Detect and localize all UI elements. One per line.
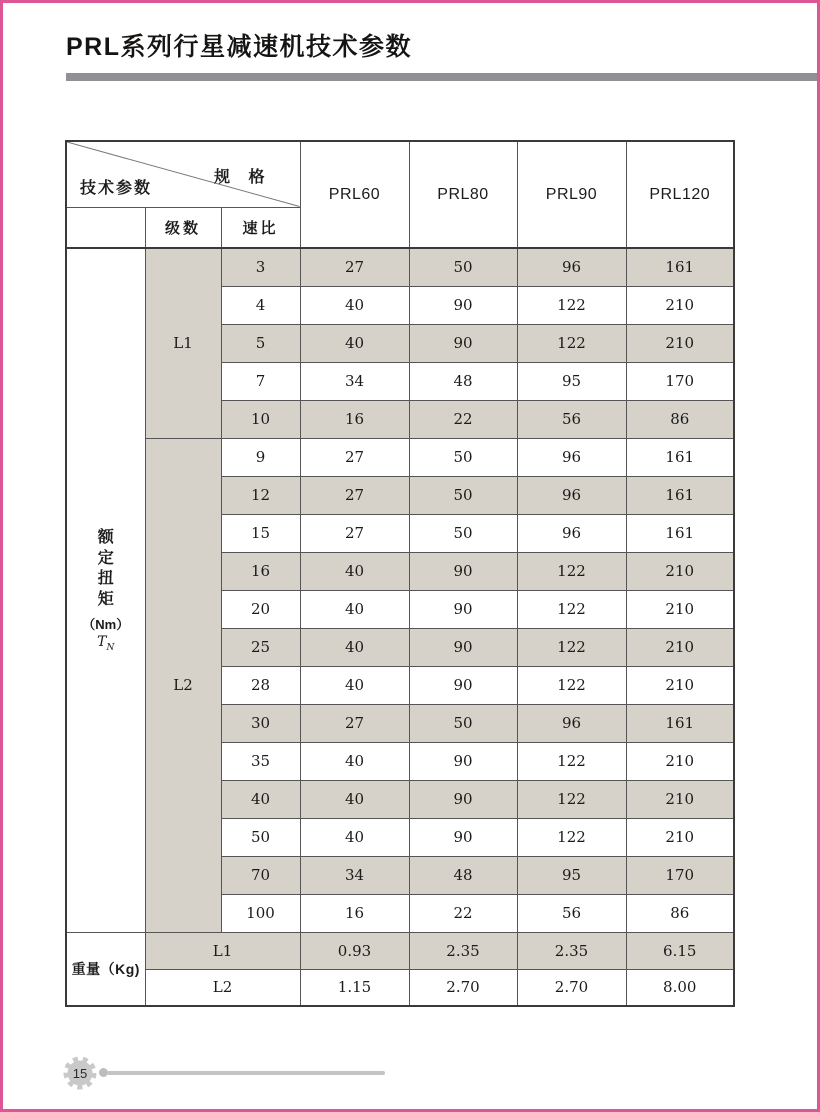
- ratio-cell: 20: [221, 590, 300, 628]
- corner-spec-label: 规 格: [214, 169, 272, 186]
- value-cell: 48: [409, 362, 517, 400]
- ratio-cell: 5: [221, 324, 300, 362]
- value-cell: 27: [300, 704, 409, 742]
- value-cell: 122: [517, 780, 626, 818]
- value-cell: 161: [626, 704, 734, 742]
- value-cell: 122: [517, 552, 626, 590]
- value-cell: 48: [409, 856, 517, 894]
- value-cell: 122: [517, 324, 626, 362]
- torque-symbol: [97, 634, 114, 653]
- value-cell: 122: [517, 590, 626, 628]
- value-cell: 210: [626, 590, 734, 628]
- value-cell: 90: [409, 818, 517, 856]
- value-cell: 96: [517, 704, 626, 742]
- ratio-cell: 4: [221, 286, 300, 324]
- ratio-cell: 40: [221, 780, 300, 818]
- ratio-cell: 16: [221, 552, 300, 590]
- value-cell: 122: [517, 818, 626, 856]
- value-cell: 56: [517, 400, 626, 438]
- weight-value-cell: 8.00: [626, 969, 734, 1006]
- value-cell: 210: [626, 324, 734, 362]
- value-cell: 122: [517, 628, 626, 666]
- gear-icon: [62, 1055, 98, 1091]
- ratio-cell: 35: [221, 742, 300, 780]
- torque-symbol-sub: N: [106, 642, 115, 653]
- value-cell: 170: [626, 856, 734, 894]
- value-cell: 40: [300, 286, 409, 324]
- value-cell: 95: [517, 362, 626, 400]
- value-cell: 22: [409, 894, 517, 932]
- corner-cell: [66, 141, 300, 207]
- value-cell: 40: [300, 552, 409, 590]
- value-cell: 40: [300, 628, 409, 666]
- value-cell: 90: [409, 780, 517, 818]
- torque-label-char: 定: [97, 549, 114, 567]
- weight-row: [66, 932, 734, 969]
- page-number: 15: [72, 1066, 88, 1081]
- table-row: [66, 248, 734, 286]
- value-cell: 16: [300, 894, 409, 932]
- value-cell: 210: [626, 286, 734, 324]
- value-cell: 90: [409, 590, 517, 628]
- value-cell: 50: [409, 704, 517, 742]
- value-cell: 27: [300, 438, 409, 476]
- value-cell: 50: [409, 514, 517, 552]
- value-cell: 170: [626, 362, 734, 400]
- value-cell: 40: [300, 818, 409, 856]
- subheader-ratio: 速比: [221, 207, 300, 248]
- ratio-cell: 3: [221, 248, 300, 286]
- weight-value-cell: 1.15: [300, 969, 409, 1006]
- level-cell: L1: [145, 248, 221, 438]
- weight-level-cell: L2: [145, 969, 300, 1006]
- value-cell: 96: [517, 514, 626, 552]
- ratio-cell: 28: [221, 666, 300, 704]
- value-cell: 40: [300, 324, 409, 362]
- weight-value-cell: 2.35: [409, 932, 517, 969]
- weight-value-cell: 0.93: [300, 932, 409, 969]
- weight-value-cell: 2.70: [517, 969, 626, 1006]
- ratio-cell: 9: [221, 438, 300, 476]
- corner-param-label: 技术参数: [80, 179, 153, 197]
- value-cell: 50: [409, 476, 517, 514]
- weight-value-cell: 2.70: [409, 969, 517, 1006]
- value-cell: 122: [517, 286, 626, 324]
- value-cell: 161: [626, 476, 734, 514]
- value-cell: 161: [626, 514, 734, 552]
- value-cell: 86: [626, 400, 734, 438]
- page-title: PRL系列行星减速机技术参数: [66, 33, 413, 61]
- torque-label-char: 矩: [97, 591, 114, 609]
- weight-row: [66, 969, 734, 1006]
- value-cell: 96: [517, 476, 626, 514]
- subheader-level: 级数: [145, 207, 221, 248]
- ratio-cell: 30: [221, 704, 300, 742]
- ratio-cell: 15: [221, 514, 300, 552]
- value-cell: 96: [517, 248, 626, 286]
- weight-value-cell: 6.15: [626, 932, 734, 969]
- column-header-prl80: PRL80: [409, 141, 517, 248]
- weight-level-cell: L1: [145, 932, 300, 969]
- ratio-cell: 7: [221, 362, 300, 400]
- value-cell: 210: [626, 628, 734, 666]
- table-row: [66, 438, 734, 476]
- footer-decorative-line: [107, 1071, 385, 1075]
- value-cell: 86: [626, 894, 734, 932]
- value-cell: 40: [300, 666, 409, 704]
- value-cell: 90: [409, 628, 517, 666]
- ratio-cell: 12: [221, 476, 300, 514]
- value-cell: 95: [517, 856, 626, 894]
- ratio-cell: 70: [221, 856, 300, 894]
- value-cell: 161: [626, 438, 734, 476]
- torque-label: [67, 528, 145, 653]
- value-cell: 210: [626, 666, 734, 704]
- header-row: [66, 141, 734, 207]
- column-header-prl90: PRL90: [517, 141, 626, 248]
- title-underline-bar: [66, 73, 817, 81]
- table-body: [66, 248, 734, 1006]
- weight-label-cell: 重量（Kg): [66, 932, 145, 1006]
- value-cell: 40: [300, 590, 409, 628]
- value-cell: 50: [409, 248, 517, 286]
- value-cell: 122: [517, 742, 626, 780]
- value-cell: 40: [300, 780, 409, 818]
- value-cell: 210: [626, 742, 734, 780]
- weight-value-cell: 2.35: [517, 932, 626, 969]
- value-cell: 40: [300, 742, 409, 780]
- value-cell: 16: [300, 400, 409, 438]
- value-cell: 210: [626, 818, 734, 856]
- table-header: [66, 141, 734, 248]
- value-cell: 27: [300, 476, 409, 514]
- value-cell: 210: [626, 780, 734, 818]
- torque-label-char: 额: [97, 528, 114, 546]
- value-cell: 90: [409, 742, 517, 780]
- value-cell: 50: [409, 438, 517, 476]
- ratio-cell: 100: [221, 894, 300, 932]
- torque-label-char: 扭: [97, 570, 114, 588]
- value-cell: 34: [300, 362, 409, 400]
- value-cell: 210: [626, 552, 734, 590]
- ratio-cell: 25: [221, 628, 300, 666]
- value-cell: 22: [409, 400, 517, 438]
- value-cell: 90: [409, 666, 517, 704]
- torque-label-cell: [66, 248, 145, 932]
- value-cell: 90: [409, 324, 517, 362]
- value-cell: 34: [300, 856, 409, 894]
- value-cell: 161: [626, 248, 734, 286]
- value-cell: 90: [409, 552, 517, 590]
- value-cell: 27: [300, 248, 409, 286]
- torque-unit-label: （Nm）: [82, 616, 130, 632]
- column-header-prl120: PRL120: [626, 141, 734, 248]
- value-cell: 96: [517, 438, 626, 476]
- value-cell: 90: [409, 286, 517, 324]
- value-cell: 27: [300, 514, 409, 552]
- ratio-cell: 10: [221, 400, 300, 438]
- column-header-prl60: PRL60: [300, 141, 409, 248]
- value-cell: 56: [517, 894, 626, 932]
- torque-symbol-t: T: [97, 633, 107, 650]
- spec-table: [65, 140, 735, 1007]
- empty-header-cell: [66, 207, 145, 248]
- level-cell: L2: [145, 438, 221, 932]
- ratio-cell: 50: [221, 818, 300, 856]
- value-cell: 122: [517, 666, 626, 704]
